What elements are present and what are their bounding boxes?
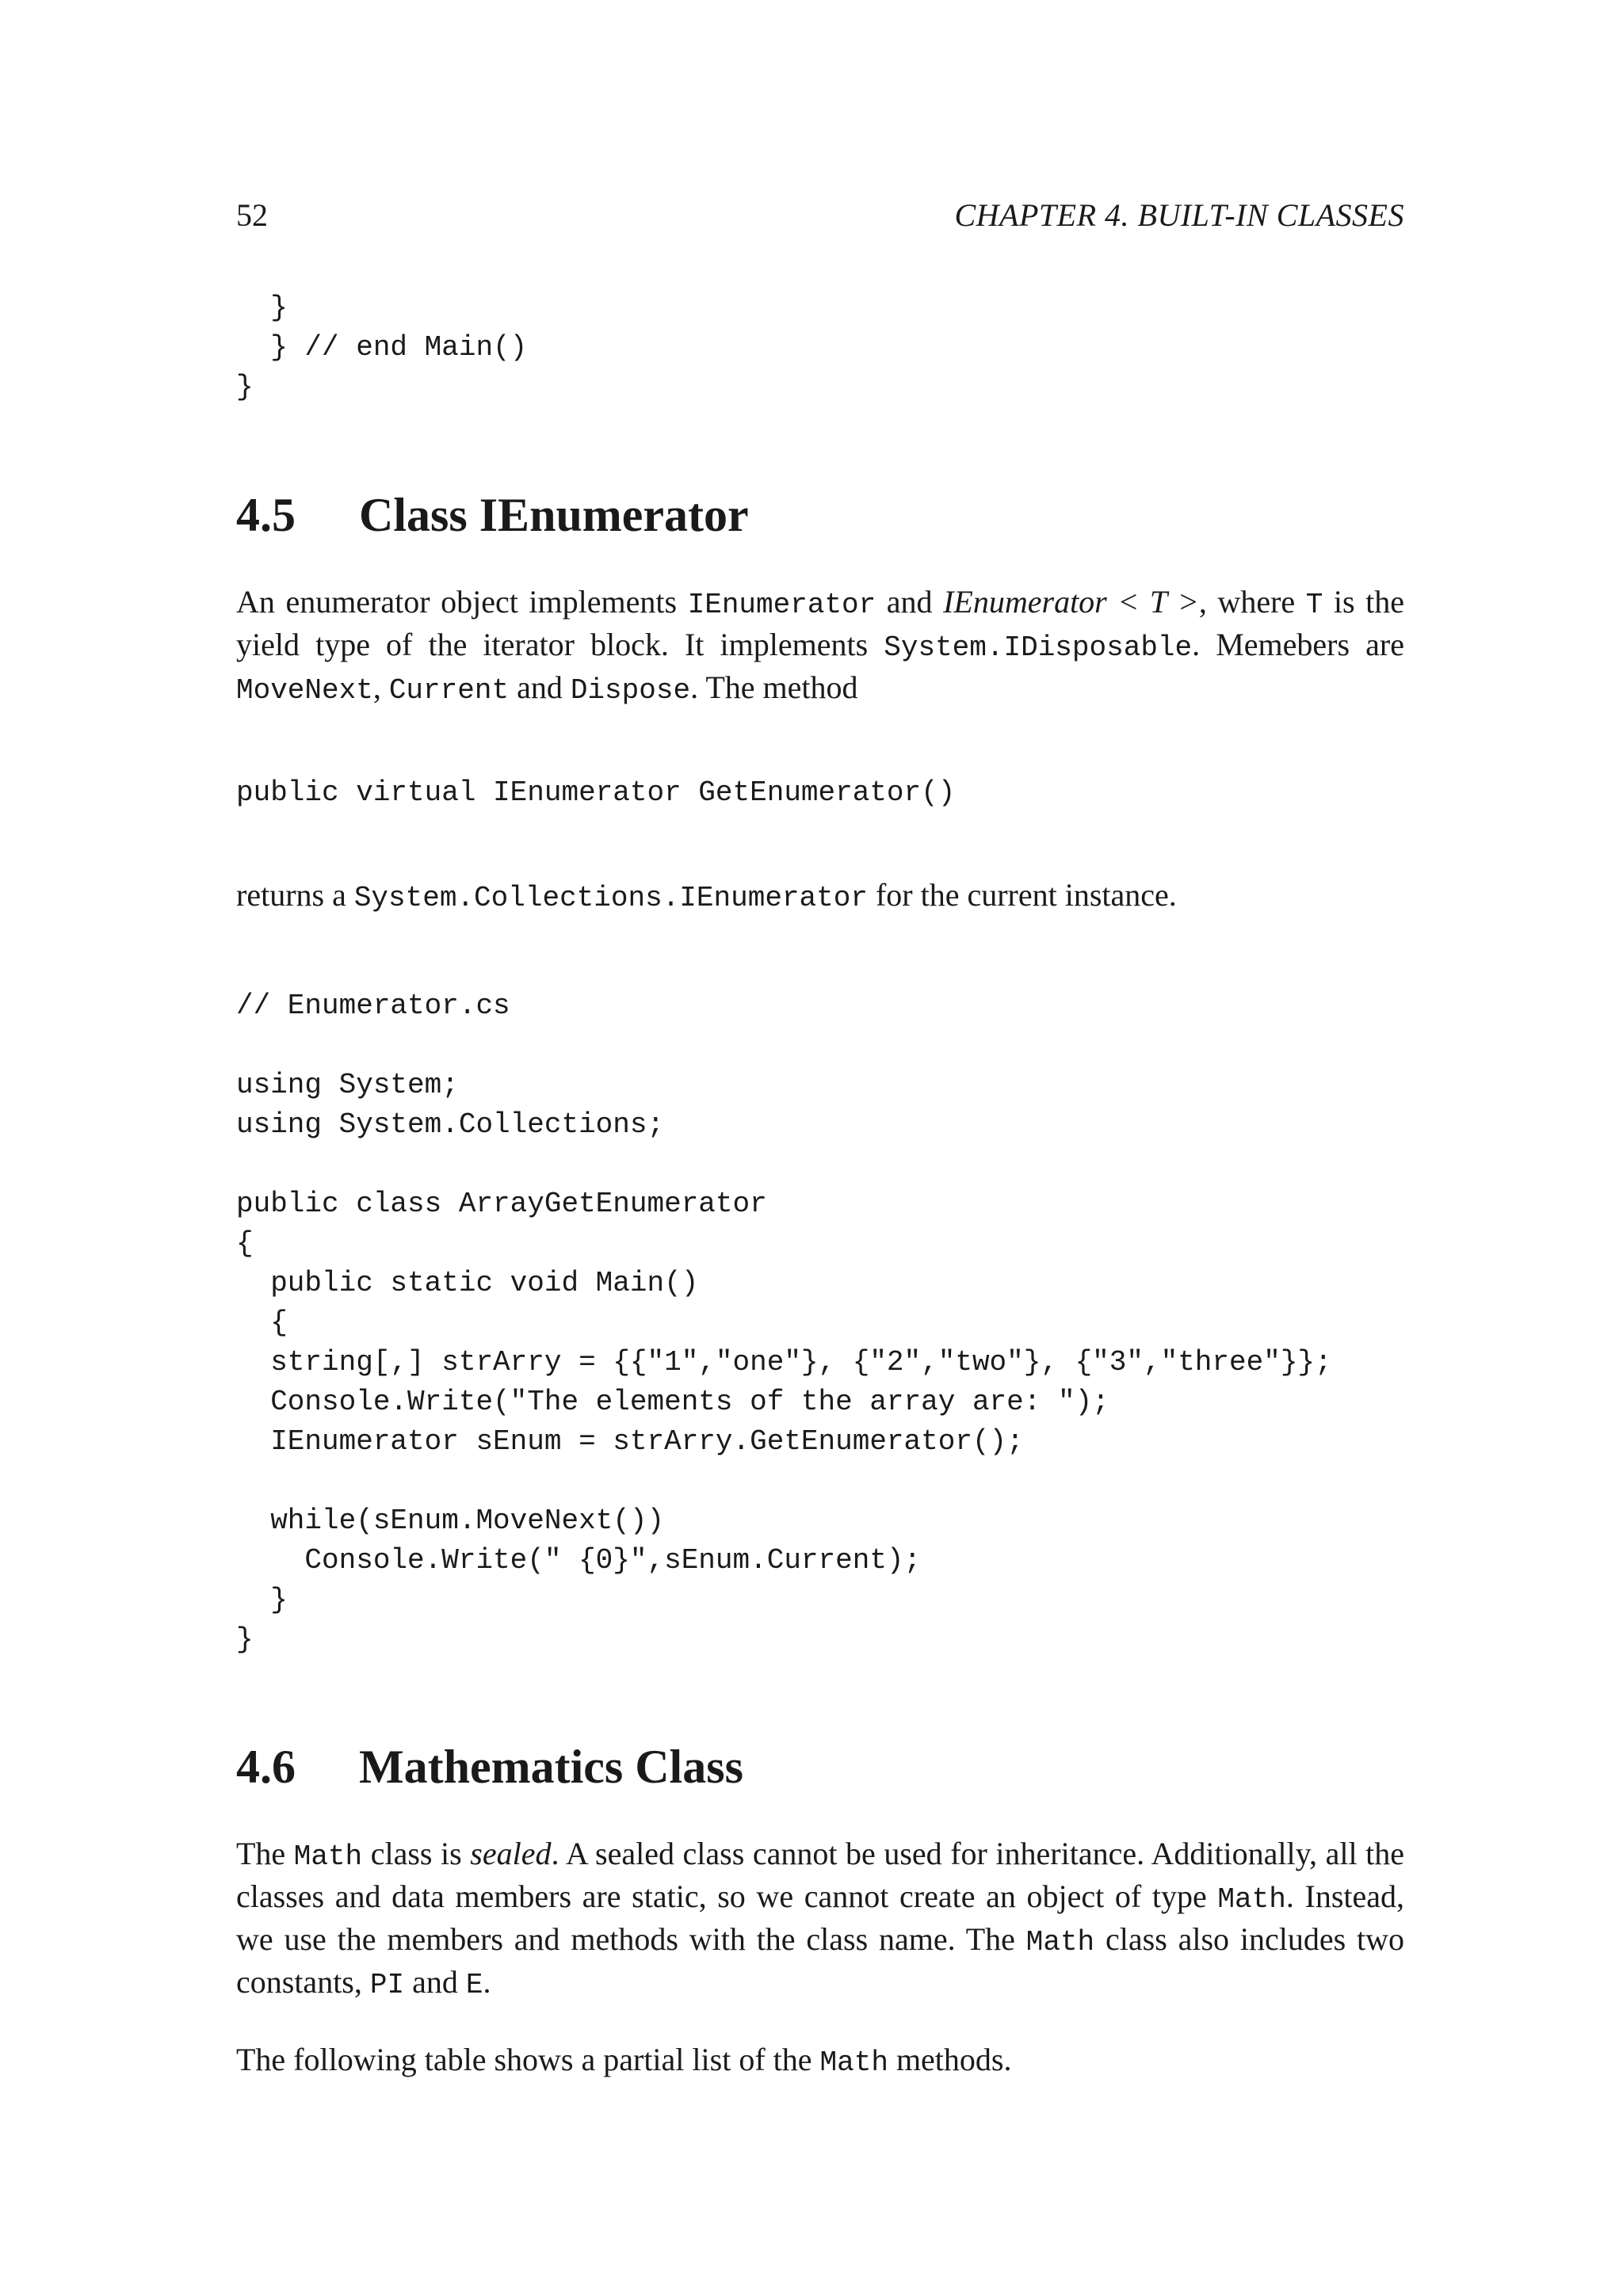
code-term: Math — [293, 1840, 363, 1873]
page-header — [236, 196, 1404, 244]
paragraph-ienumerator — [236, 582, 1404, 711]
code-term: Math — [1217, 1883, 1286, 1916]
code-term: PI — [369, 1969, 405, 2001]
code-term: IEnumerator — [687, 589, 876, 621]
text-run: . A sealed class cannot be used for inheritance. Additionally, all the classes and data members are static, so we cannot create an object of type — [236, 1836, 1405, 1914]
section-heading-4-5 — [236, 488, 749, 543]
emphasis: sealed — [470, 1836, 552, 1871]
text-run: class is — [362, 1836, 471, 1871]
text-run: returns a — [236, 877, 354, 913]
text-run: The following table shows a partial list of the — [236, 2042, 820, 2077]
running-title: CHAPTER 4. BUILT-IN CLASSES — [954, 197, 1404, 233]
text-run: An enumerator object implements — [236, 584, 688, 620]
code-fragment-top: } } // end Main() } — [236, 292, 528, 403]
text-run: . Instead, we use the members and methods with the class name. The — [236, 1878, 1405, 1957]
section-number: 4.5 — [236, 489, 296, 541]
page-number: 52 — [236, 197, 268, 233]
text-run: . Memebers are — [1192, 627, 1404, 662]
text-run: . The method — [690, 669, 858, 705]
code-term: T — [1305, 589, 1323, 621]
text-run: and — [509, 669, 571, 705]
code-term: Dispose — [570, 674, 691, 707]
code-term: Math — [819, 2046, 888, 2079]
section-title: Class IEnumerator — [359, 489, 749, 541]
paragraph-returns — [236, 875, 1404, 918]
paragraph-table-intro — [236, 2040, 1404, 2083]
code-term: Math — [1025, 1926, 1095, 1958]
text-run: is the yield type of the iterator block. It implements — [236, 584, 1405, 662]
section-number: 4.6 — [236, 1741, 296, 1793]
code-term: Current — [388, 674, 510, 707]
text-run: , — [372, 669, 389, 705]
math-expression: IEnumerator < T > — [943, 584, 1199, 620]
text-run: and — [876, 584, 944, 620]
text-run: . — [483, 1964, 491, 2000]
code-term: System.IDisposable — [884, 631, 1193, 664]
method-signature: public virtual IEnumerator GetEnumerator() — [236, 776, 956, 809]
text-run: and — [404, 1964, 466, 2000]
code-term: MoveNext — [236, 674, 373, 707]
code-term: E — [465, 1969, 483, 2001]
text-run: for the current instance. — [867, 877, 1177, 913]
section-heading-4-6 — [236, 1740, 743, 1794]
code-term: System.Collections.IEnumerator — [353, 882, 868, 914]
code-listing-enumerator: // Enumerator.cs using System; using System.Collections; public class ArrayGetEnumerator { public static void Main() { string[,] strArry = {{"1","one"}, {"2","two"}, {"3","three"}}; Console.Write("The elements of the array are: "); IEnumerator sEnum = strArry.GetEnumerator(); while(sEnum.MoveNext()) Console.Write(" {0}",sEnum.Current); } } — [236, 990, 1332, 1656]
text-run: The — [236, 1836, 294, 1871]
section-title: Mathematics Class — [359, 1741, 743, 1793]
text-run: , where — [1198, 584, 1306, 620]
text-run: methods. — [888, 2042, 1012, 2077]
text-run: class also includes two constants, — [236, 1921, 1404, 2000]
paragraph-math-class — [236, 1834, 1404, 2005]
